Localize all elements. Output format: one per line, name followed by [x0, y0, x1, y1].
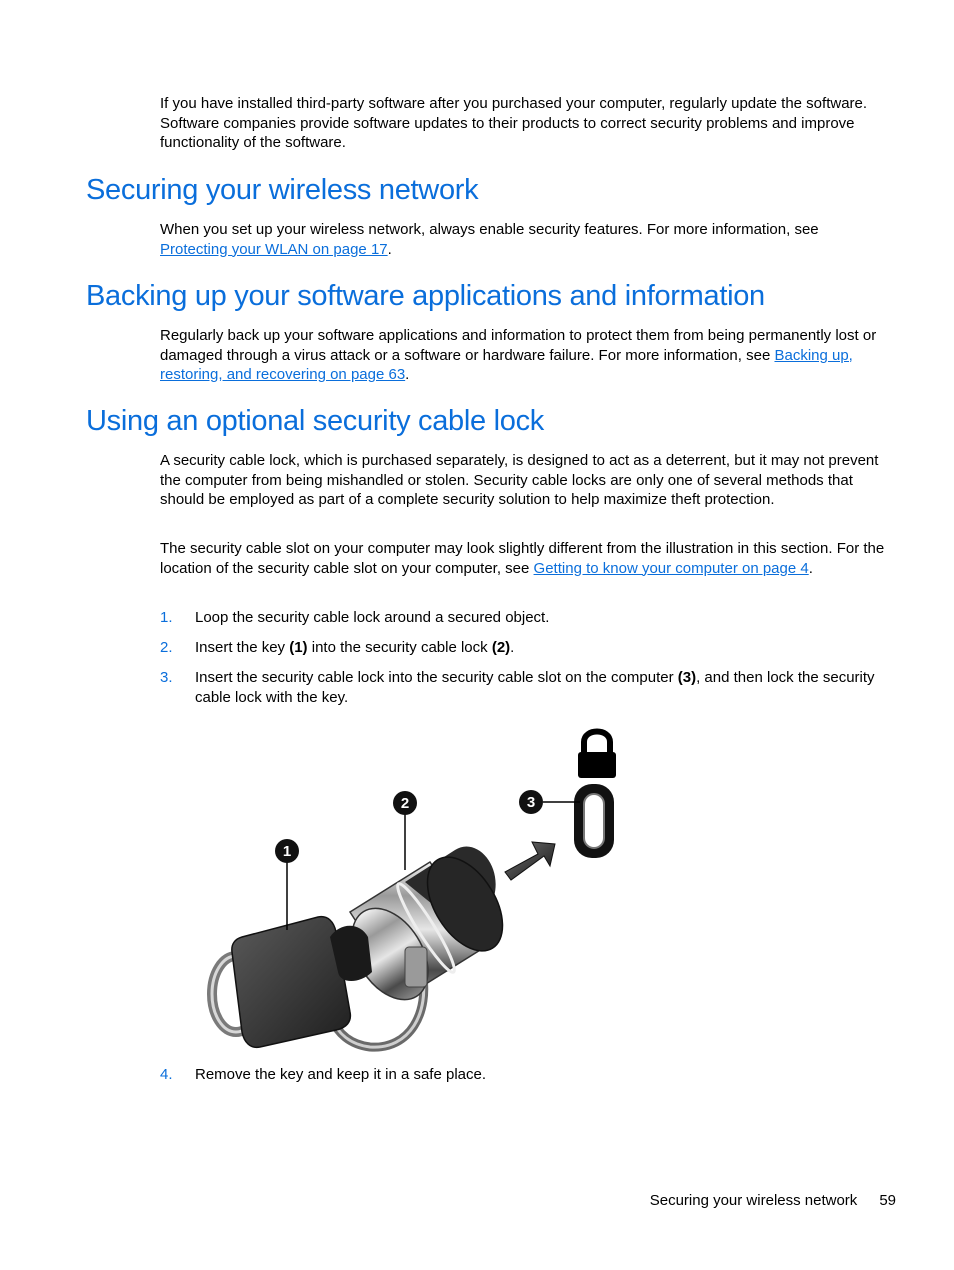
step-number: 2. — [160, 639, 173, 656]
cable-paragraph-2-text: The security cable slot on your computer may look slightly different from the illustration in this section. For the location of the security cable slot on your computer, see — [160, 540, 885, 577]
page-number: 59 — [879, 1192, 896, 1209]
callout-badge-1 — [275, 839, 299, 863]
callout-ref-3: (3) — [677, 669, 697, 686]
wireless-paragraph — [160, 220, 888, 259]
heading-securing-wireless: Securing your wireless network — [86, 174, 479, 206]
step-text-part: . — [510, 639, 515, 656]
step-text-part: into the security cable lock — [307, 639, 492, 656]
link-protecting-wlan[interactable]: Protecting your WLAN on page 17 — [160, 240, 388, 258]
backup-paragraph — [160, 326, 888, 385]
wireless-text-end: . — [387, 240, 392, 258]
step-text — [195, 668, 888, 707]
link-backing-up[interactable]: Backing up, restoring, and recovering on page 63 — [160, 346, 853, 383]
step-text — [195, 638, 888, 658]
callout-ref-1: (1) — [289, 639, 308, 656]
step-text-part: Insert the key — [195, 639, 290, 656]
arrow-icon — [505, 842, 555, 880]
heading-cable-lock: Using an optional security cable lock — [86, 405, 544, 437]
step-number: 3. — [160, 669, 173, 686]
backup-text: Regularly back up your software applications and information to protect them from being permanently lost or damaged through a virus attack or a software or hardware failure. For more information, see — [160, 327, 877, 364]
step-text-part: , and then lock the security cable lock with the key. — [195, 669, 875, 706]
step-number: 1. — [160, 609, 173, 626]
step-text-part: Insert the security cable lock into the security cable slot on the computer — [195, 669, 678, 686]
callout-badge-2 — [393, 791, 417, 815]
intro-paragraph: If you have installed third-party software after you purchased your computer, regularly update the software. Software companies provide software updates to their products to correct security problems and improve functionality of the software. — [160, 95, 868, 151]
step-text: Remove the key and keep it in a safe place. — [195, 1066, 487, 1083]
page-footer — [560, 1191, 896, 1210]
callout-label: 2 — [400, 795, 410, 812]
wireless-text: When you set up your wireless network, always enable security features. For more information, see — [160, 221, 819, 238]
padlock-icon — [578, 732, 616, 779]
cable-paragraph-2-end: . — [808, 559, 813, 577]
cable-paragraph-2 — [160, 539, 888, 578]
heading-backing-up: Backing up your software applications and information — [86, 280, 765, 312]
callout-label: 3 — [526, 794, 536, 811]
link-getting-to-know[interactable]: Getting to know your computer on page 4 — [533, 559, 809, 577]
callout-label: 1 — [282, 843, 292, 860]
callout-badge-3 — [519, 790, 543, 814]
step-text: Loop the security cable lock around a secured object. — [195, 609, 550, 626]
step-number: 4. — [160, 1066, 173, 1083]
cable-lock-illustration — [200, 722, 630, 1052]
security-slot-icon — [574, 784, 614, 858]
cable-paragraph-1: A security cable lock, which is purchased separately, is designed to act as a deterrent, but it may not prevent the computer from being mishandled or stolen. Security cable locks are only one of several methods that should be employed as part of a complete security solution to help maximize theft protection. — [160, 452, 879, 508]
callout-ref-2: (2) — [491, 639, 511, 656]
footer-section-title: Securing your wireless network — [649, 1192, 858, 1209]
key-icon — [232, 917, 372, 1048]
backup-text-end: . — [405, 366, 410, 383]
